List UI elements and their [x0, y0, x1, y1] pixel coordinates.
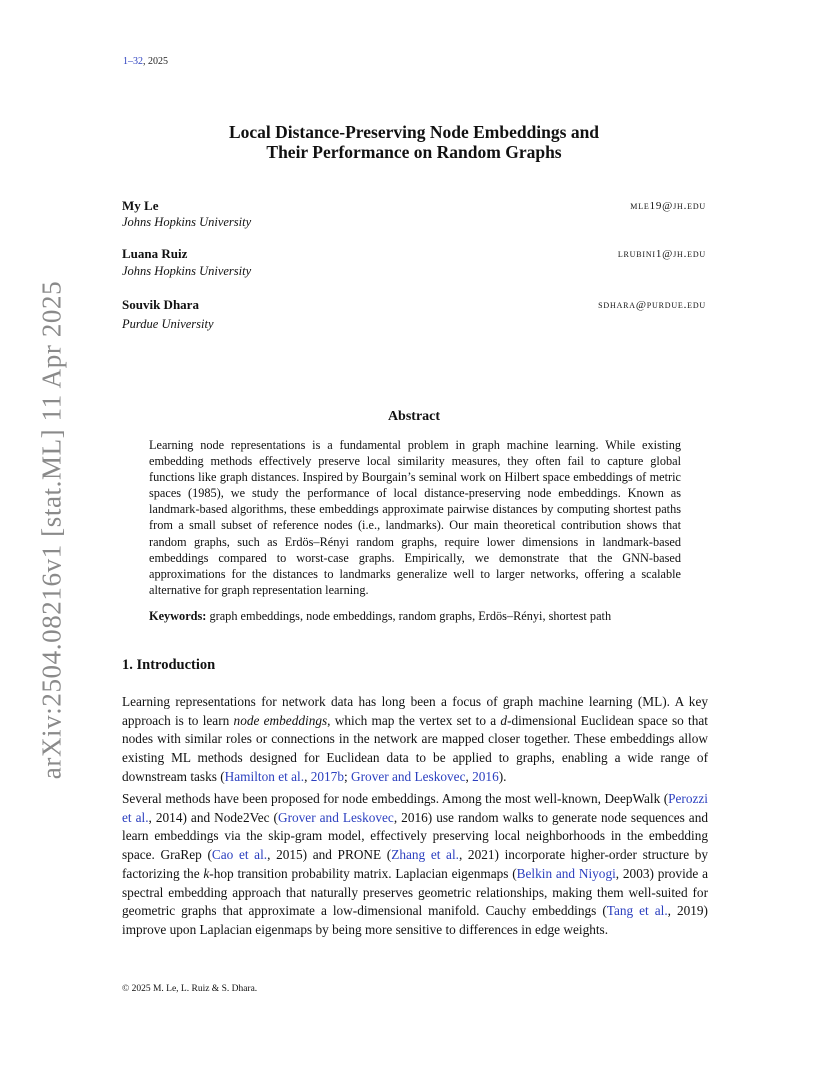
keywords-text: graph embeddings, node embeddings, random graphs, Erdös–Rényi, shortest path: [209, 609, 612, 623]
citation-year-link[interactable]: 2017b: [310, 768, 344, 784]
citation-link[interactable]: Belkin and Niyogi: [516, 865, 616, 881]
math-d: d: [500, 712, 508, 728]
citation-link[interactable]: Grover and Leskovec: [277, 809, 394, 825]
citation-link[interactable]: Hamilton et al.: [224, 768, 305, 784]
citation-link[interactable]: Zhang et al.: [391, 847, 459, 863]
citation-year-link[interactable]: 2016: [472, 768, 499, 784]
citation-link[interactable]: Grover and Leskovec: [351, 768, 466, 784]
title-line-2: Their Performance on Random Graphs: [266, 142, 562, 162]
citation-link[interactable]: Tang et al.: [606, 903, 668, 919]
author-name: My Le: [122, 198, 159, 213]
abstract-heading: Abstract: [387, 409, 441, 424]
math-k: k: [203, 865, 210, 881]
title-line-1: Local Distance-Preserving Node Embeddings and: [228, 122, 600, 142]
section-heading: 1. Introduction: [122, 657, 216, 673]
page-range: [123, 56, 168, 67]
author-email[interactable]: mle19@jh.edu: [630, 200, 706, 212]
pages-link[interactable]: 1–32: [123, 56, 143, 67]
intro-paragraph-1: Learning representations for network data has long been a focus of graph machine learning (ML). A key approach is to learn node embeddings, which map the vertex set to a d-dimensional Euclidean space so that nodes with similar roles or connections in the network are mapped closer together. These embeddings allow existing ML methods designed for Euclidean data to be applied to graphs, enabling a wide range of downstream tasks (Hamilton et al., 2017b; Grover and Leskovec, 2016).: [122, 694, 708, 784]
author-affiliation: Johns Hopkins University: [122, 215, 252, 229]
abstract-body: Learning node representations is a fundamental problem in graph machine learning. While existing embedding methods effectively preserve local similarity measures, they often fail to capture global functions like graph distances. Inspired by Bourgain’s seminal work on Hilbert space embeddings of metric spaces (1985), we study the performance of local distance-preserving node embeddings. Known as landmark-based algorithms, these embeddings approximate pairwise distances by computing shortest paths from a small subset of reference nodes (i.e., landmarks). Our main theoretical contribution shows that random graphs, such as Erdös–Rényi random graphs, require lower dimensions in landmark-based embeddings compared to worst-case graphs. Empirically, we demonstrate that the GNN-based approximations for the distances to landmarks generalize well to larger networks, offering a scalable alternative for graph representation learning.: [149, 438, 681, 597]
copyright-footer: © 2025 M. Le, L. Ruiz & S. Dhara.: [122, 984, 258, 994]
keywords: [149, 609, 689, 624]
author-name: Souvik Dhara: [122, 297, 199, 312]
keywords-label: Keywords:: [149, 609, 207, 623]
author-email[interactable]: sdhara@purdue.edu: [598, 299, 706, 311]
intro-paragraph-2: Several methods have been proposed for node embeddings. Among the most well-known, DeepWalk (Perozzi et al., 2014) and Node2Vec (Grover and Leskovec, 2016) use random walks to generate node sequences and learn embeddings via the skip-gram model, effectively preserving local neighborhoods in the embedding space. GraRep (Cao et al., 2015) and PRONE (Zhang et al., 2021) incorporate higher-order structure by factorizing the k-hop transition probability matrix. Laplacian eigenmaps (Belkin and Niyogi, 2003) provide a spectral embedding approach that naturally preserves geometric relationships, making them well-suited for geometric graphs that approximate a low-dimensional manifold. Cauchy embeddings (Tang et al., 2019) improve upon Laplacian eigenmaps by being more sensitive to differences in edge weights.: [122, 791, 709, 937]
paper-title: [0, 122, 828, 162]
emphasis: node embeddings: [233, 712, 328, 728]
arxiv-sidebar-stamp: arXiv:2504.08216v1 [stat.ML] 11 Apr 2025: [36, 280, 67, 780]
citation-link[interactable]: Cao et al.: [211, 847, 268, 863]
year: , 2025: [143, 56, 168, 67]
author-name: Luana Ruiz: [122, 246, 188, 261]
citation-link[interactable]: Perozzi et al.: [122, 791, 708, 825]
author-affiliation: Johns Hopkins University: [122, 264, 252, 278]
author-affiliation: Purdue University: [122, 317, 214, 331]
author-email[interactable]: lrubini1@jh.edu: [617, 248, 706, 260]
